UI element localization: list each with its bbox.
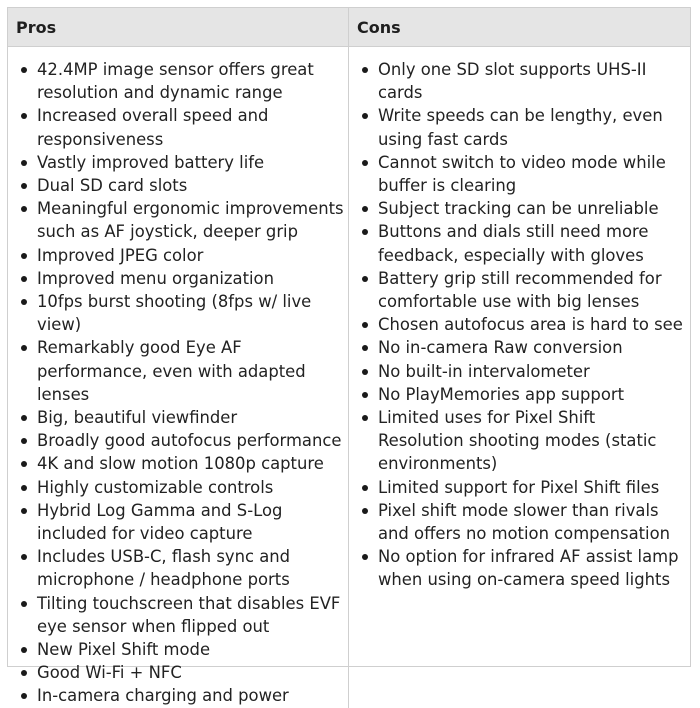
- pros-item: Dual SD card slots: [8, 174, 344, 197]
- pros-item: New Pixel Shift mode: [8, 638, 344, 661]
- cons-item: No option for infrared AF assist lamp when using on-camera speed lights: [349, 545, 686, 591]
- cons-item: Battery grip still recommended for comfortable use with big lenses: [349, 267, 686, 313]
- pros-item: Improved menu organization: [8, 267, 344, 290]
- cons-column: [349, 47, 690, 708]
- cons-item: Subject tracking can be unreliable: [349, 197, 686, 220]
- pros-item: 42.4MP image sensor offers great resolution and dynamic range: [8, 58, 344, 104]
- pros-item: Good Wi-Fi + NFC: [8, 661, 344, 684]
- pros-item: Increased overall speed and responsiveness: [8, 104, 344, 150]
- cons-list: [349, 58, 686, 592]
- cons-item: Cannot switch to video mode while buffer is clearing: [349, 151, 686, 197]
- pros-header: Pros: [8, 8, 349, 47]
- pros-item: Vastly improved battery life: [8, 151, 344, 174]
- pros-cons-table: [7, 7, 691, 706]
- pros-item: Tilting touchscreen that disables EVF eye sensor when flipped out: [8, 592, 344, 638]
- pros-item: In-camera charging and power: [8, 684, 344, 707]
- pros-item: Meaningful ergonomic improvements such as AF joystick, deeper grip: [8, 197, 344, 243]
- pros-item: 10fps burst shooting (8fps w/ live view): [8, 290, 344, 336]
- cons-item: Pixel shift mode slower than rivals and offers no motion compensation: [349, 499, 686, 545]
- pros-item: Broadly good autofocus performance: [8, 429, 344, 452]
- pros-item: Highly customizable controls: [8, 476, 344, 499]
- cons-item: No PlayMemories app support: [349, 383, 686, 406]
- cons-item: Limited uses for Pixel Shift Resolution shooting modes (static environments): [349, 406, 686, 476]
- cons-header: Cons: [349, 8, 690, 47]
- pros-item: Remarkably good Eye AF performance, even with adapted lenses: [8, 336, 344, 406]
- pros-list: [8, 58, 344, 708]
- pros-item: Hybrid Log Gamma and S-Log included for video capture: [8, 499, 344, 545]
- pros-item: Includes USB-C, flash sync and microphone / headphone ports: [8, 545, 344, 591]
- cons-item: Only one SD slot supports UHS-II cards: [349, 58, 686, 104]
- cons-item: No in-camera Raw conversion: [349, 336, 686, 359]
- cons-item: Chosen autofocus area is hard to see: [349, 313, 686, 336]
- cons-item: Buttons and dials still need more feedback, especially with gloves: [349, 220, 686, 266]
- cons-item: Limited support for Pixel Shift files: [349, 476, 686, 499]
- pros-column: [8, 47, 349, 708]
- pros-item: Big, beautiful viewfinder: [8, 406, 344, 429]
- cons-item: Write speeds can be lengthy, even using fast cards: [349, 104, 686, 150]
- pros-item: 4K and slow motion 1080p capture: [8, 452, 344, 475]
- cons-item: No built-in intervalometer: [349, 360, 686, 383]
- pros-item: Improved JPEG color: [8, 244, 344, 267]
